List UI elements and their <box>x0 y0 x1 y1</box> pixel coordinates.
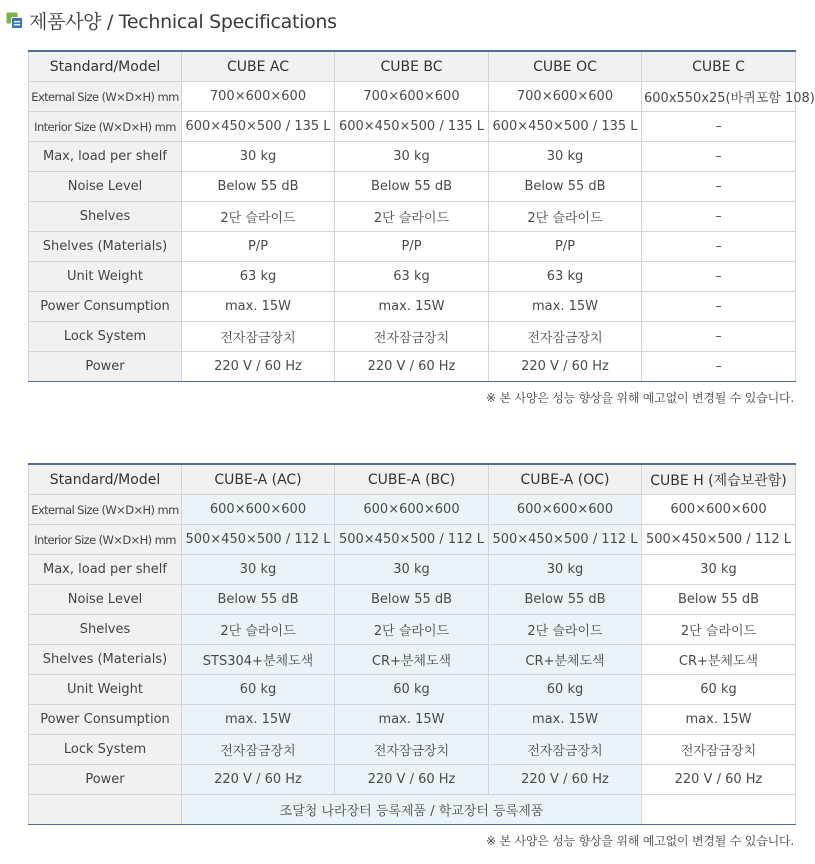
table-cell: 30 kg <box>642 555 796 585</box>
table-header-row <box>29 51 796 82</box>
table-cell: Below 55 dB <box>182 172 335 202</box>
table-cell: 700×600×600 <box>489 82 642 112</box>
table-cell: 63 kg <box>335 262 489 292</box>
table-cell: 전자잠금장치 <box>335 735 489 765</box>
table-row <box>29 202 796 232</box>
table-cell: max. 15W <box>182 705 335 735</box>
table-cell: 500×450×500 / 112 L <box>489 525 642 555</box>
table-cell: 30 kg <box>335 142 489 172</box>
table-row <box>29 735 796 765</box>
row-label: Lock System <box>29 735 182 765</box>
table-cell: 60 kg <box>335 675 489 705</box>
table-row <box>29 82 796 112</box>
column-header-model: CUBE-A (AC) <box>182 464 335 495</box>
table-cell: 600×450×500 / 135 L <box>489 112 642 142</box>
table-cell: 2단 슬라이드 <box>182 615 335 645</box>
table-cell: 600×600×600 <box>182 495 335 525</box>
table-cell: Below 55 dB <box>489 585 642 615</box>
table-cell: – <box>642 352 796 382</box>
row-label: Shelves (Materials) <box>29 645 182 675</box>
table-row <box>29 765 796 795</box>
table-cell: max. 15W <box>335 292 489 322</box>
table-cell: – <box>642 112 796 142</box>
row-label: External Size (W×D×H) mm <box>29 82 182 112</box>
table-cell: 600×600×600 <box>335 495 489 525</box>
table-cell: 500×450×500 / 112 L <box>642 525 796 555</box>
table-cell: 63 kg <box>182 262 335 292</box>
row-label: Interior Size (W×D×H) mm <box>29 525 182 555</box>
row-label-empty <box>29 795 182 825</box>
table-cell: 2단 슬라이드 <box>182 202 335 232</box>
table-cell: 60 kg <box>182 675 335 705</box>
table-cell: – <box>642 202 796 232</box>
table-cell: – <box>642 292 796 322</box>
table-row <box>29 262 796 292</box>
table-row <box>29 705 796 735</box>
table-cell: 2단 슬라이드 <box>489 202 642 232</box>
table-cell: 220 V / 60 Hz <box>489 352 642 382</box>
table-cell: 220 V / 60 Hz <box>335 352 489 382</box>
table-cell: 600×450×500 / 135 L <box>182 112 335 142</box>
column-header-model: CUBE H (제습보관함) <box>642 464 796 495</box>
column-header-model: CUBE BC <box>335 51 489 82</box>
table-row <box>29 645 796 675</box>
row-label: Shelves (Materials) <box>29 232 182 262</box>
empty-cell <box>642 795 796 825</box>
table-row <box>29 675 796 705</box>
table-row <box>29 232 796 262</box>
table-cell: 600×600×600 <box>642 495 796 525</box>
column-header-model: CUBE AC <box>182 51 335 82</box>
table-row <box>29 112 796 142</box>
row-label: Lock System <box>29 322 182 352</box>
row-label: Interior Size (W×D×H) mm <box>29 112 182 142</box>
table-cell: 700×600×600 <box>182 82 335 112</box>
table-cell: 30 kg <box>335 555 489 585</box>
table-cell: max. 15W <box>335 705 489 735</box>
table-cell: 30 kg <box>489 142 642 172</box>
table-cell: STS304+분체도색 <box>182 645 335 675</box>
table-row <box>29 525 796 555</box>
table-cell: 220 V / 60 Hz <box>335 765 489 795</box>
title-row <box>6 6 337 34</box>
spec-note-1: ※ 본 사양은 성능 향상을 위해 예고없이 변경될 수 있습니다. <box>485 391 794 405</box>
table-cell: 전자잠금장치 <box>182 735 335 765</box>
table-cell: Below 55 dB <box>335 172 489 202</box>
table-row <box>29 615 796 645</box>
table-cell: 전자잠금장치 <box>489 322 642 352</box>
table-cell: 전자잠금장치 <box>182 322 335 352</box>
table-row <box>29 292 796 322</box>
table-cell: 60 kg <box>489 675 642 705</box>
table-header-row <box>29 464 796 495</box>
table-cell: max. 15W <box>489 705 642 735</box>
table-cell: max. 15W <box>182 292 335 322</box>
table-cell: 2단 슬라이드 <box>489 615 642 645</box>
table-row <box>29 172 796 202</box>
table-cell: 2단 슬라이드 <box>335 202 489 232</box>
table-cell: 30 kg <box>182 555 335 585</box>
table-cell: 60 kg <box>642 675 796 705</box>
table-cell: 220 V / 60 Hz <box>182 765 335 795</box>
table-cell: 30 kg <box>182 142 335 172</box>
spec-table-2 <box>28 463 796 825</box>
table-cell: – <box>642 322 796 352</box>
table-cell: 500×450×500 / 112 L <box>182 525 335 555</box>
column-header-model: CUBE OC <box>489 51 642 82</box>
table-cell: 220 V / 60 Hz <box>182 352 335 382</box>
table-cell: 30 kg <box>489 555 642 585</box>
table-cell: 전자잠금장치 <box>335 322 489 352</box>
table-cell: 전자잠금장치 <box>489 735 642 765</box>
table-cell: 700×600×600 <box>335 82 489 112</box>
table-cell: P/P <box>335 232 489 262</box>
row-label: Noise Level <box>29 585 182 615</box>
table-cell: 2단 슬라이드 <box>335 615 489 645</box>
row-label: Unit Weight <box>29 675 182 705</box>
table-cell: Below 55 dB <box>642 585 796 615</box>
table-cell: P/P <box>182 232 335 262</box>
spec-document-icon <box>6 12 23 29</box>
table-row <box>29 352 796 382</box>
table-row <box>29 495 796 525</box>
table-cell: 600×450×500 / 135 L <box>335 112 489 142</box>
row-label: Shelves <box>29 202 182 232</box>
spec-note-2: ※ 본 사양은 성능 향상을 위해 예고없이 변경될 수 있습니다. <box>485 834 794 848</box>
row-label: Max, load per shelf <box>29 555 182 585</box>
table-cell: 600x550x25(바퀴포함 108) <box>642 82 796 112</box>
table-row <box>29 555 796 585</box>
row-label: Power <box>29 352 182 382</box>
column-header-standard-model: Standard/Model <box>29 464 182 495</box>
column-header-model: CUBE C <box>642 51 796 82</box>
table-cell: – <box>642 142 796 172</box>
table-cell: max. 15W <box>489 292 642 322</box>
table-cell: 2단 슬라이드 <box>642 615 796 645</box>
table-row <box>29 322 796 352</box>
table-cell: 전자잠금장치 <box>642 735 796 765</box>
row-label: External Size (W×D×H) mm <box>29 495 182 525</box>
table-cell: 220 V / 60 Hz <box>642 765 796 795</box>
table-cell: 220 V / 60 Hz <box>489 765 642 795</box>
table-cell: CR+분체도색 <box>642 645 796 675</box>
table-cell: P/P <box>489 232 642 262</box>
spec-table-1 <box>28 50 815 382</box>
row-label: Max, load per shelf <box>29 142 182 172</box>
row-label: Noise Level <box>29 172 182 202</box>
row-label: Shelves <box>29 615 182 645</box>
row-label: Unit Weight <box>29 262 182 292</box>
registration-note-cell: 조달청 나라장터 등록제품 / 학교장터 등록제품 <box>182 795 642 825</box>
page-title: 제품사양 / Technical Specifications <box>29 10 337 33</box>
table-row <box>29 142 796 172</box>
table-cell: Below 55 dB <box>335 585 489 615</box>
table-cell: CR+분체도색 <box>489 645 642 675</box>
table-cell: 63 kg <box>489 262 642 292</box>
table-cell: 600×600×600 <box>489 495 642 525</box>
table-cell: max. 15W <box>642 705 796 735</box>
column-header-model: CUBE-A (OC) <box>489 464 642 495</box>
table-cell: Below 55 dB <box>182 585 335 615</box>
table-footer-row <box>29 795 796 825</box>
row-label: Power Consumption <box>29 705 182 735</box>
column-header-standard-model: Standard/Model <box>29 51 182 82</box>
table-row <box>29 585 796 615</box>
row-label: Power Consumption <box>29 292 182 322</box>
table-cell: 500×450×500 / 112 L <box>335 525 489 555</box>
table-cell: CR+분체도색 <box>335 645 489 675</box>
table-cell: Below 55 dB <box>489 172 642 202</box>
row-label: Power <box>29 765 182 795</box>
table-cell: – <box>642 232 796 262</box>
table-cell: – <box>642 262 796 292</box>
table-cell: – <box>642 172 796 202</box>
column-header-model: CUBE-A (BC) <box>335 464 489 495</box>
